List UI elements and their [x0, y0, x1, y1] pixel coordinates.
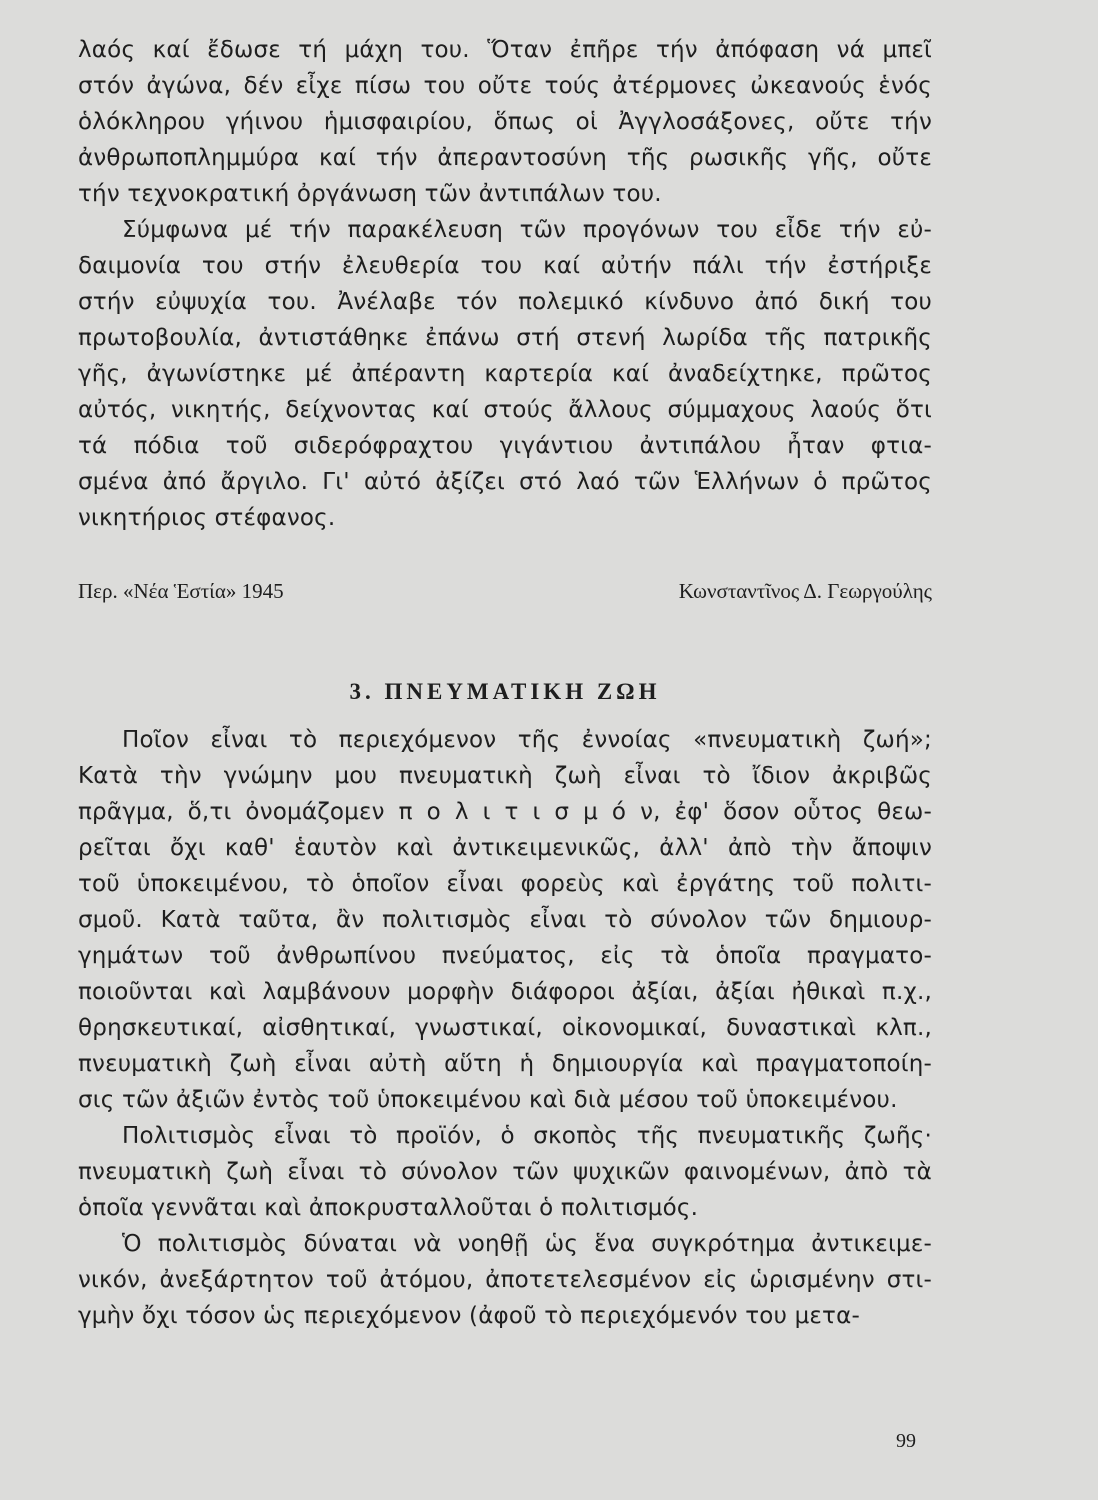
text-line: σμοῦ. Κατὰ ταῦτα, ἂν πολιτισμὸς εἶναι τὸ σύνολον τῶν δημιουρ- [78, 907, 932, 933]
text-line: νικητήριος στέφανος. [78, 505, 336, 531]
text-line: νικόν, ἀνεξάρτητον τοῦ ἀτόμου, ἀποτετελεσμένον εἰς ὡρισμένην στι- [78, 1267, 932, 1293]
text-line: πνευματικὴ ζωὴ εἶναι τὸ σύνολον τῶν ψυχικῶν φαινομένων, ἀπὸ τὰ [78, 1159, 932, 1185]
text-line: πνευματικὴ ζωὴ εἶναι αὐτὴ αὕτη ἡ δημιουργία καὶ πραγματοποίη- [78, 1051, 932, 1077]
text-line: ρεῖται ὄχι καθ' ἑαυτὸν καὶ ἀντικειμενικῶς, ἀλλ' ἀπὸ τὴν ἄποψιν [78, 835, 932, 861]
author-name: Κωνσταντῖνος Δ. Γεωργούλης [678, 579, 932, 603]
text-line: τοῦ ὑποκειμένου, τὸ ὁποῖον εἶναι φορεὺς καὶ ἐργάτης τοῦ πολιτι- [78, 871, 932, 897]
text-line: γημάτων τοῦ ἀνθρωπίνου πνεύματος, εἰς τὰ ὁποῖα πραγματο- [78, 943, 932, 969]
text-line: Σύμφωνα μέ τήν παρακέλευση τῶν προγόνων του εἶδε τήν εὐ- [122, 217, 932, 243]
text-line: στόν ἀγώνα, δέν εἶχε πίσω του οὔτε τούς ἀτέρμονες ὠκεανούς ἑνός [78, 73, 932, 99]
text-line: ἀνθρωποπλημμύρα καί τήν ἀπεραντοσύνη τῆς ρωσικῆς γῆς, οὔτε [78, 145, 932, 171]
section-heading: 3. ΠΝΕΥΜΑΤΙΚΗ ΖΩΗ [349, 679, 661, 704]
text-line: Κατὰ τὴν γνώμην μου πνευματικὴ ζωὴ εἶναι τὸ ἴδιον ἀκριβῶς [78, 763, 932, 789]
text-line: αὐτός, νικητής, δείχνοντας καί στούς ἄλλους σύμμαχους λαούς ὅτι [78, 397, 932, 423]
text-line: σις τῶν ἀξιῶν ἐντὸς τοῦ ὑποκειμένου καὶ διὰ μέσου τοῦ ὑποκειμένου. [78, 1087, 898, 1113]
text-line: σμένα ἀπό ἄργιλο. Γι' αὐτό ἀξίζει στό λαό τῶν Ἑλλήνων ὁ πρῶτος [78, 469, 932, 495]
text-line: Ποῖον εἶναι τὸ περιεχόμενον τῆς ἐννοίας «πνευματικὴ ζωή»; [122, 727, 932, 753]
text-line: ὁλόκληρου γήινου ἡμισφαιρίου, ὅπως οἱ Ἀγγλοσάξονες, οὔτε τήν [78, 109, 932, 135]
text-line: Ὁ πολιτισμὸς δύναται νὰ νοηθῇ ὡς ἕνα συγκρότημα ἀντικειμε- [122, 1231, 932, 1257]
page-number: 99 [896, 1430, 916, 1452]
text-line: λαός καί ἔδωσε τή μάχη του. Ὅταν ἐπῆρε τήν ἀπόφαση νά μπεῖ [78, 37, 932, 63]
text-line: τήν τεχνοκρατική ὀργάνωση τῶν ἀντιπάλων του. [78, 181, 662, 207]
text-line: στήν εὐψυχία του. Ἀνέλαβε τόν πολεμικό κίνδυνο ἀπό δική του [78, 289, 932, 315]
text-line: τά πόδια τοῦ σιδερόφραχτου γιγάντιου ἀντιπάλου ἦταν φτια- [78, 433, 932, 459]
text-line: πρᾶγμα, ὅ,τι ὀνομάζομεν π ο λ ι τ ι σ μ ό ν, ἐφ' ὅσον οὗτος θεω- [78, 799, 932, 825]
text-line: Πολιτισμὸς εἶναι τὸ προϊόν, ὁ σκοπὸς τῆς πνευματικῆς ζωῆς· [122, 1123, 932, 1149]
text-line: δαιμονία του στήν ἐλευθερία του καί αὐτήν πάλι τήν ἐστήριξε [78, 253, 932, 279]
text-line: πρωτοβουλία, ἀντιστάθηκε ἐπάνω στή στενή λωρίδα τῆς πατρικῆς [78, 325, 932, 351]
text-line: θρησκευτικαί, αἰσθητικαί, γνωστικαί, οἰκονομικαί, δυναστικαὶ κλπ., [78, 1015, 932, 1041]
source-citation: Περ. «Νέα Ἑστία» 1945 [78, 579, 284, 603]
text-line: γμὴν ὄχι τόσον ὡς περιεχόμενον (ἀφοῦ τὸ περιεχόμενόν του μετα- [78, 1303, 860, 1329]
text-line: ὁποῖα γεννᾶται καὶ ἀποκρυσταλλοῦται ὁ πολιτισμός. [78, 1195, 699, 1221]
text-line: γῆς, ἀγωνίστηκε μέ ἀπέραντη καρτερία καί ἀναδείχτηκε, πρῶτος [78, 361, 932, 387]
text-line: ποιοῦνται καὶ λαμβάνουν μορφὴν διάφοροι ἀξίαι, ἀξίαι ἠθικαὶ π.χ., [78, 979, 932, 1005]
